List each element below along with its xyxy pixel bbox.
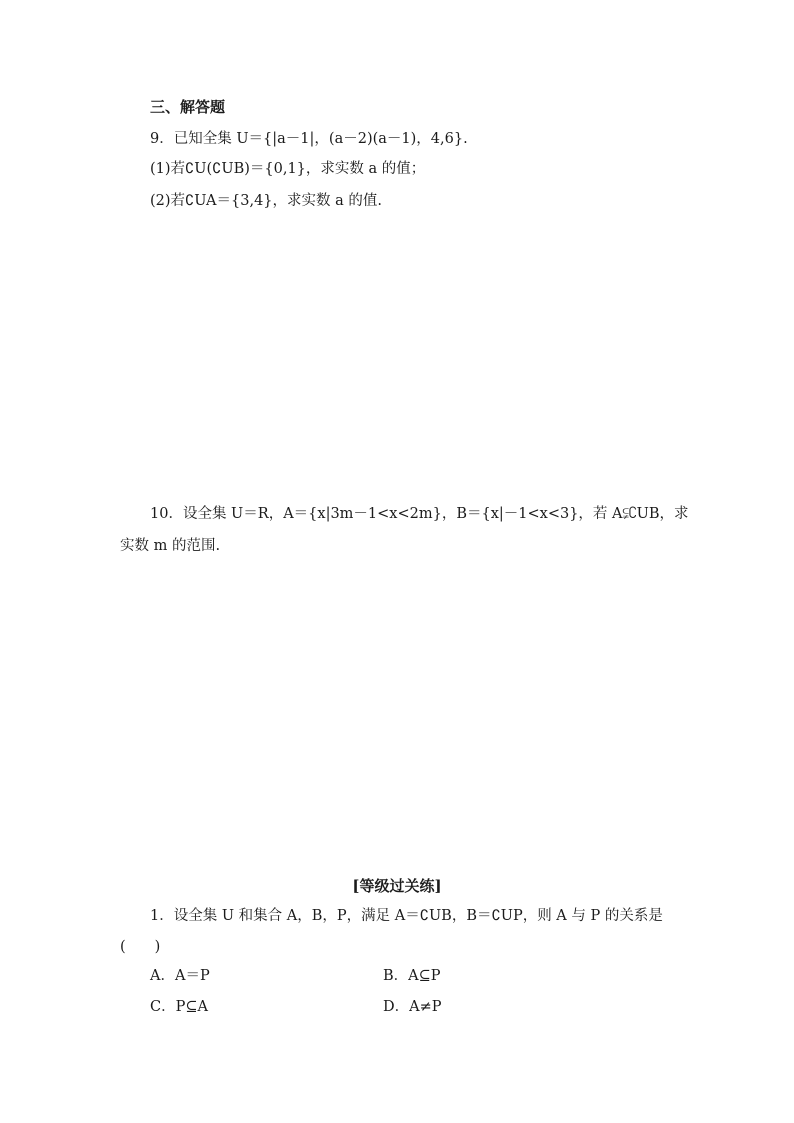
level-practice-title: [等级过关练] — [352, 877, 442, 895]
question-9-part-1: (1)若∁U(∁UB)＝{0,1}，求实数 a 的值； — [150, 161, 426, 177]
question-9-stem: 9．已知全集 U＝{|a－1|，(a－2)(a－1)，4,6}. — [150, 131, 468, 147]
section-heading: 三、解答题 — [150, 98, 226, 116]
option-d: D．A≠P — [383, 999, 442, 1015]
option-c: C．P⊆A — [150, 999, 208, 1015]
practice-question-1-line-2: ( ) — [120, 939, 161, 955]
option-a: A．A＝P — [150, 968, 210, 984]
question-10-line-2: 实数 m 的范围. — [120, 538, 221, 554]
practice-question-1-line-1: 1．设全集 U 和集合 A，B，P，满足 A＝∁UB，B＝∁UP，则 A 与 P 的关系是 — [150, 908, 663, 924]
option-b: B．A⊆P — [383, 968, 441, 984]
question-9-part-2: (2)若∁UA＝{3,4}，求实数 a 的值. — [150, 193, 382, 209]
question-10-line-1: 10．设全集 U＝R，A＝{x|3m－1<x<2m}，B＝{x|－1<x<3}，若 A⫋∁UB，求 — [150, 506, 689, 522]
